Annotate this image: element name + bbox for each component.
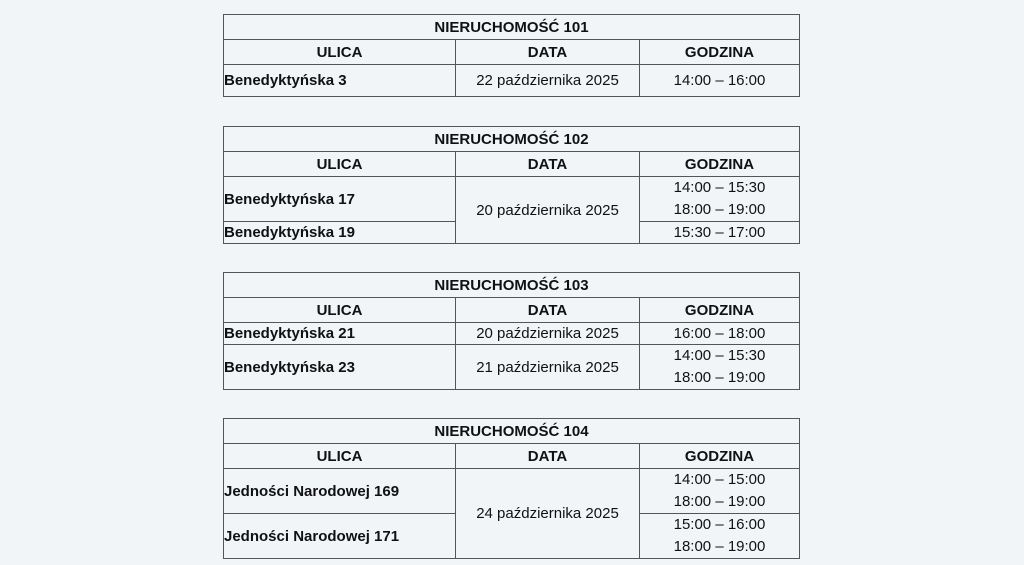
street-cell: Benedyktyńska 19 — [224, 222, 456, 244]
property-title: NIERUCHOMOŚĆ 102 — [224, 127, 800, 152]
column-header-date: DATA — [456, 298, 640, 323]
table-row — [224, 345, 800, 390]
date-cell: 20 października 2025 — [456, 177, 640, 244]
column-header-street: ULICA — [224, 40, 456, 65]
column-header-street: ULICA — [224, 444, 456, 469]
street-cell: Benedyktyńska 3 — [224, 65, 456, 97]
date-cell: 21 października 2025 — [456, 345, 640, 390]
time-cell — [640, 177, 800, 222]
time-cell: 16:00 – 18:00 — [640, 323, 800, 345]
street-cell: Jedności Narodowej 169 — [224, 469, 456, 514]
time-cell: 15:30 – 17:00 — [640, 222, 800, 244]
time-slot: 18:00 – 19:00 — [673, 369, 766, 386]
table-row — [224, 323, 800, 345]
date-cell: 22 października 2025 — [456, 65, 640, 97]
property-title: NIERUCHOMOŚĆ 104 — [224, 419, 800, 444]
column-header-time: GODZINA — [640, 152, 800, 177]
table-row — [224, 177, 800, 222]
property-table-102 — [223, 126, 800, 244]
time-slot: 14:00 – 15:30 — [673, 347, 766, 364]
column-header-time: GODZINA — [640, 298, 800, 323]
property-title: NIERUCHOMOŚĆ 103 — [224, 273, 800, 298]
time-slot: 15:00 – 16:00 — [673, 516, 766, 533]
property-table-103 — [223, 272, 800, 390]
column-header-time: GODZINA — [640, 40, 800, 65]
property-title: NIERUCHOMOŚĆ 101 — [224, 15, 800, 40]
property-table-101 — [223, 14, 800, 97]
column-header-date: DATA — [456, 152, 640, 177]
time-slot: 18:00 – 19:00 — [673, 493, 766, 510]
column-header-date: DATA — [456, 444, 640, 469]
time-cell: 14:00 – 16:00 — [640, 65, 800, 97]
table-row — [224, 469, 800, 514]
date-cell: 24 października 2025 — [456, 469, 640, 559]
time-slot: 18:00 – 19:00 — [673, 538, 766, 555]
time-cell — [640, 514, 800, 559]
property-table-104 — [223, 418, 800, 559]
date-cell: 20 października 2025 — [456, 323, 640, 345]
time-slot: 18:00 – 19:00 — [673, 201, 766, 218]
column-header-street: ULICA — [224, 298, 456, 323]
time-cell — [640, 345, 800, 390]
street-cell: Benedyktyńska 23 — [224, 345, 456, 390]
column-header-date: DATA — [456, 40, 640, 65]
street-cell: Benedyktyńska 17 — [224, 177, 456, 222]
column-header-street: ULICA — [224, 152, 456, 177]
street-cell: Benedyktyńska 21 — [224, 323, 456, 345]
time-cell — [640, 469, 800, 514]
time-slot: 14:00 – 15:00 — [673, 471, 766, 488]
column-header-time: GODZINA — [640, 444, 800, 469]
time-slot: 14:00 – 15:30 — [673, 179, 766, 196]
street-cell: Jedności Narodowej 171 — [224, 514, 456, 559]
table-row — [224, 65, 800, 97]
